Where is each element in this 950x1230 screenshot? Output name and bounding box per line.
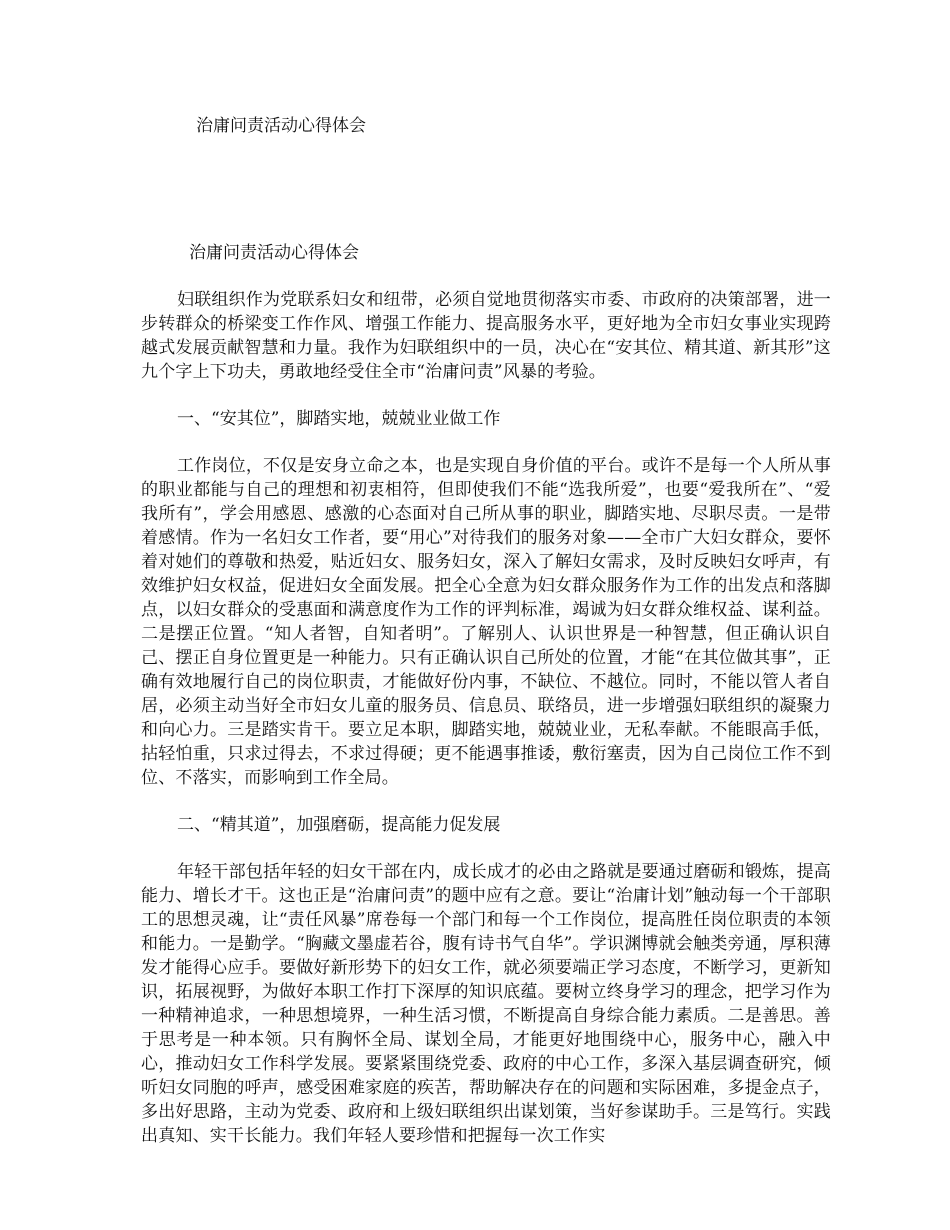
document-subtitle: 治庸问责活动心得体会	[189, 243, 359, 263]
section-1-paragraph: 工作岗位，不仅是安身立命之本，也是实现自身价值的平台。或许不是每一个人所从事的职业都能与自己的理想和初衷相符，但即使我们不能“选我所爱”，也要“爱我所在”、“爱我所有”，学会用感恩、感激的心态面对自己所从事的职业，脚踏实地、尽职尽责。一是带着感情。作为一名妇女工作者，要“用心”对待我们的服务对象——全市广大妇女群众，要怀着对她们的尊敬和热爱，贴近妇女、服务妇女，深入了解妇女需求，及时反映妇女呼声，有效维护妇女权益，促进妇女全面发展。把全心全意为妇女群众服务作为工作的出发点和落脚点，以妇女群众的受惠面和满意度作为工作的评判标准，竭诚为妇女群众维权益、谋利益。二是摆正位置。“知人者智，自知者明”。了解别人、认识世界是一种智慧，但正确认识自己、摆正自身位置更是一种能力。只有正确认识自己所处的位置，才能“在其位做其事”，正确有效地履行自己的岗位职责，才能做好份内事，不缺位、不越位。同时，不能以管人者自居，必须主动当好全市妇女儿童的服务员、信息员、联络员，进一步增强妇联组织的凝聚力和向心力。三是踏实肯干。要立足本职，脚踏实地，兢兢业业，无私奉献。不能眼高手低，拈轻怕重，只求过得去，不求过得硬；更不能遇事推诿，敷衍塞责，因为自己岗位工作不到位、不落实，而影响到工作全局。	[141, 456, 831, 788]
section-2-heading: 二、“精其道”，加强磨砺，提高能力促发展	[177, 815, 501, 835]
document-body	[141, 242, 831, 1172]
section-1-heading: 一、“安其位”，脚踏实地，兢兢业业做工作	[177, 409, 501, 429]
intro-paragraph: 妇联组织作为党联系妇女和纽带，必须自觉地贯彻落实市委、市政府的决策部署，进一步转群众的桥梁变工作作风、增强工作能力、提高服务水平，更好地为全市妇女事业实现跨越式发展贡献智慧和力量。我作为妇联组织中的一员，决心在“安其位、精其道、新其形”这九个字上下功夫，勇敢地经受住全市“治庸问责”风暴的考验。	[141, 290, 831, 382]
document-title: 治庸问责活动心得体会	[196, 116, 366, 136]
section-2-paragraph: 年轻干部包括年轻的妇女干部在内，成长成才的必由之路就是要通过磨砺和锻炼，提高能力、增长才干。这也正是“治庸问责”的题中应有之意。要让“治庸计划”触动每一个干部职工的思想灵魂，让“责任风暴”席卷每一个部门和每一个工作岗位，提高胜任岗位职责的本领和能力。一是勤学。“胸藏文墨虚若谷，腹有诗书气自华”。学识渊博就会触类旁通，厚积薄发才能得心应手。要做好新形势下的妇女工作，就必须要端正学习态度，不断学习，更新知识，拓展视野，为做好本职工作打下深厚的知识底蕴。要树立终身学习的理念，把学习作为一种精神追求，一种思想境界，一种生活习惯，不断提高自身综合能力素质。二是善思。善于思考是一种本领。只有胸怀全局、谋划全局，才能更好地围绕中心，服务中心，融入中心，推动妇女工作科学发展。要紧紧围绕党委、政府的中心工作，多深入基层调查研究，倾听妇女同胞的呼声，感受困难家庭的疾苦，帮助解决存在的问题和实际困难，多提金点子，多出好思路，主动为党委、政府和上级妇联组织出谋划策，当好参谋助手。三是笃行。实践出真知、实干长能力。我们年轻人要珍惜和把握每一次工作实	[141, 862, 831, 1146]
